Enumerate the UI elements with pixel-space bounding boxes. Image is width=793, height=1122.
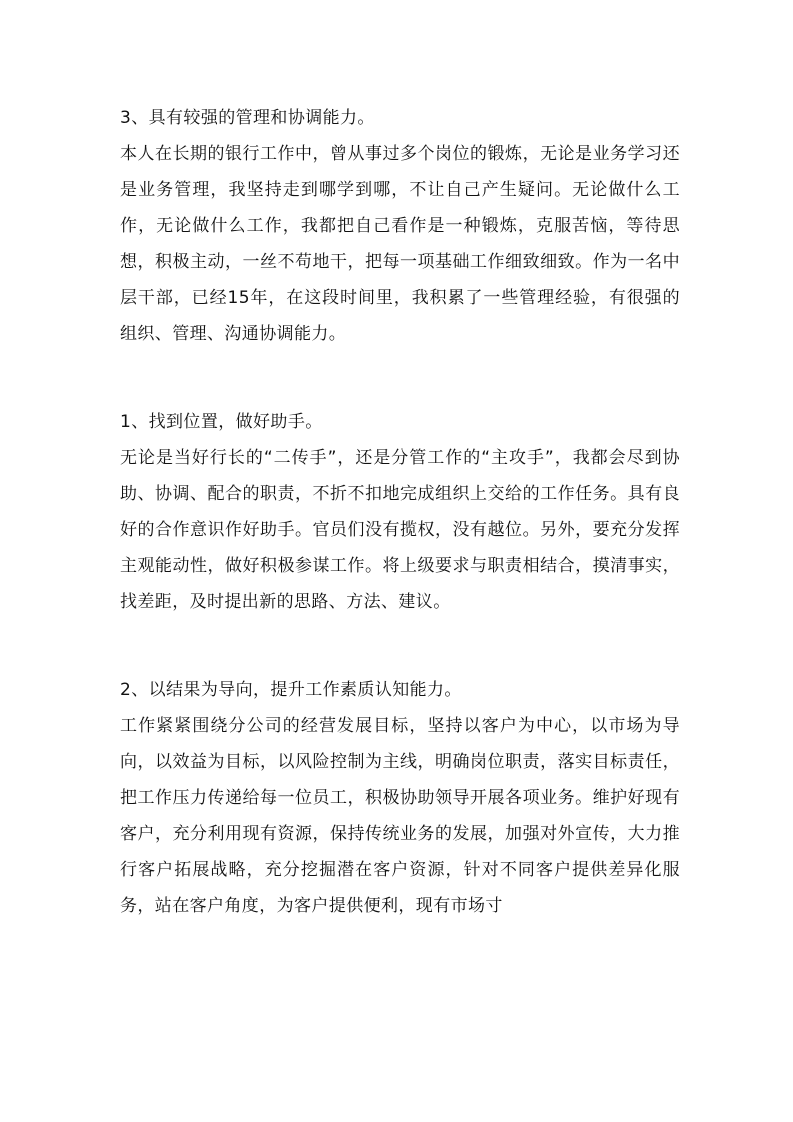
section-heading-results: 2、以结果为导向，提升工作素质认知能力。 — [120, 680, 462, 700]
section-spacer — [120, 352, 680, 404]
section-body-management: 本人在长期的银行工作中，曾从事过多个岗位的锻炼，无论是业务学习还是业务管理，我坚持走到哪学到哪，不让自己产生疑问。无论做什么工作，无论做什么工作，我都把自己看作是一种锻炼，克服苦恼，等待思想，积极主动，一丝不苟地干，把每一项基础工作细致细致。作为一名中层干部，已经15年，在这段时间里，我积累了一些管理经验，有很强的组织、管理、沟通协调能力。 — [120, 144, 680, 344]
section-heading-position: 1、找到位置，做好助手。 — [120, 412, 323, 432]
section-heading-management: 3、具有较强的管理和协调能力。 — [120, 108, 375, 128]
section-body-results: 工作紧紧围绕分公司的经营发展目标，坚持以客户为中心，以市场为导向，以效益为目标，以风险控制为主线，明确岗位职责，落实目标责任，把工作压力传递给每一位员工，积极协助领导开展各项业务。维护好现有客户，充分利用现有资源，保持传统业务的发展，加强对外宣传，大力推行客户拓展战略，充分挖掘潜在客户资源，针对不同客户提供差异化服务，站在客户角度，为客户提供便利，现有市场寸 — [120, 716, 680, 916]
section-body-position: 无论是当好行长的“二传手”，还是分管工作的“主攻手”，我都会尽到协助、协调、配合的职责，不折不扣地完成组织上交给的工作任务。具有良好的合作意识作好助手。官员们没有揽权，没有越位。另外，要充分发挥主观能动性，做好积极参谋工作。将上级要求与职责相结合，摸清事实，找差距，及时提出新的思路、方法、建议。 — [120, 448, 680, 612]
section-spacer — [120, 620, 680, 672]
document-content — [120, 100, 680, 924]
